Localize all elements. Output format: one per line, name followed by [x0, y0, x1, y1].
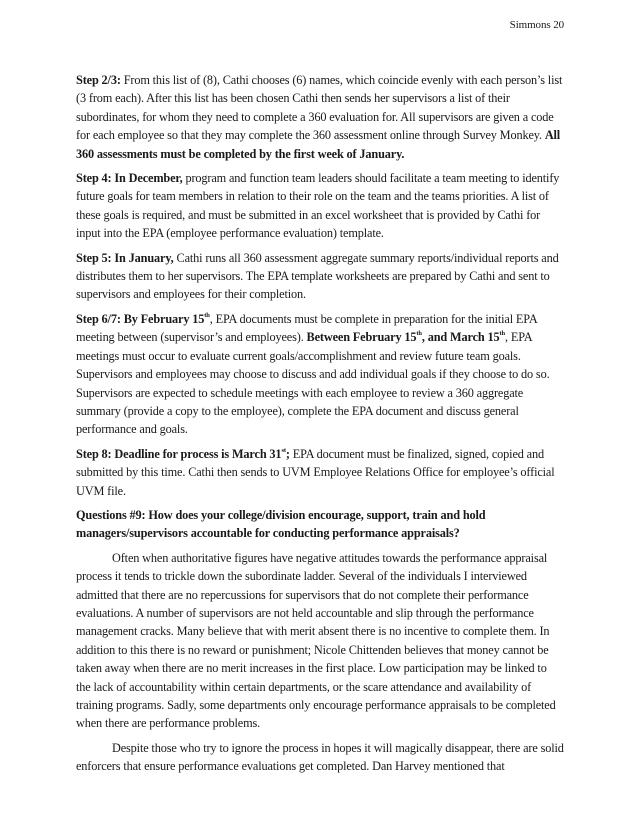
body-paragraph-1: Often when authoritative figures have negative attitudes towards the performance appraisal process it tends to trickle down the subordinate ladder. Several of the individuals I interviewed admitted that there are no repercussions for supervisors that do not complete their performance evaluations. A number of supervisors are not held accountable and slip through the performance management cracks. Many believe that with merit absent there is no incentive to complete them. In addition to this there is no reward or punishment; Nicole Chittenden believes that money cannot be taken away when there are no merit increases in the first place. Low participation may be linked to the lack of accountability within certain departments, or the scare attendance and availability of training programs. Sadly, some departments only encourage performance appraisals to be completed when there are performance problems. — [76, 550, 556, 731]
date-range-end: , and March 15 — [421, 330, 500, 345]
page-body — [76, 71, 564, 782]
paragraph-text: , EPA documents must be complete in preparation for the initial EPA meeting between (supervisor’s and employees). — [76, 311, 537, 345]
date-range — [307, 330, 505, 344]
running-head: Simmons 20 — [509, 19, 564, 31]
step-label — [76, 447, 290, 461]
step-label: Step 2/3: — [76, 73, 121, 87]
body-paragraph-2: Despite those who try to ignore the process in hopes it will magically disappear, there are solid enforcers that ensure performance evaluations get completed. Dan Harvey mentioned that — [76, 740, 564, 774]
paragraph-text: From this list of (8), Cathi chooses (6) names, which coincide evenly with each person’s list (3 from each). After this list has been chosen Cathi then sends her supervisors a list of their subordinates, for whom they need to complete a 360 evaluation for. All supervisors are given a code for each employee so that they may complete the 360 assessment online through Survey Monkey. — [76, 73, 563, 143]
step-8-paragraph — [76, 445, 564, 500]
ordinal-suffix: st — [281, 446, 286, 454]
step-4-paragraph — [76, 169, 564, 243]
ordinal-suffix: th — [416, 330, 422, 338]
step-label-text: Step 8: Deadline for process is March 31 — [76, 446, 282, 461]
deadline-statement: All 360 assessments must be completed by the first week of January. — [76, 128, 561, 161]
step-label-text: Step 6/7: By February 15 — [76, 311, 205, 326]
step-5-paragraph — [76, 249, 564, 304]
ordinal-suffix: th — [204, 311, 210, 319]
step-2-3-paragraph — [76, 71, 564, 163]
ordinal-suffix: th — [499, 330, 505, 338]
date-range-start: Between February 15 — [306, 330, 417, 345]
question-text: Questions #9: How does your college/division encourage, support, train and hold managers/supervisors accountable for conducting performance appraisals? — [76, 507, 486, 541]
label-punctuation: ; — [285, 446, 290, 461]
paragraph-text: Cathi runs all 360 assessment aggregate summary reports/individual reports and distributes them to her supervisors. The EPA template worksheets are prepared by Cathi and sent to supervisors and employees for their completion. — [76, 250, 559, 302]
step-6-7-paragraph — [76, 310, 564, 439]
question-9-heading — [76, 506, 564, 543]
step-label — [76, 312, 210, 326]
paragraph-text: program and function team leaders should facilitate a team meeting to identify future goals for team members in relation to their role on the team and the teams priorities. A list of these goals is required, and must be submitted in an excel worksheet that is provided by Cathi for input into the EPA (employee performance evaluation) template. — [76, 171, 560, 241]
step-label: Step 5: In January, — [76, 250, 174, 265]
paragraph-text: EPA document must be finalized, signed, copied and submitted by this time. Cathi then sends to UVM Employee Relations Office for employee’s official UVM file. — [76, 446, 555, 498]
step-label: Step 4: In December, — [76, 171, 183, 186]
paragraph-text: , EPA meetings must occur to evaluate current goals/accomplishment and review future team goals. Supervisors and employees may choose to discuss and add individual goals if they choose to do so. Supervisors are expected to schedule meetings with each employee to review a 360 aggregate summary (provide a copy to the employee), complete the EPA document and discuss general performance and goals. — [76, 330, 550, 437]
